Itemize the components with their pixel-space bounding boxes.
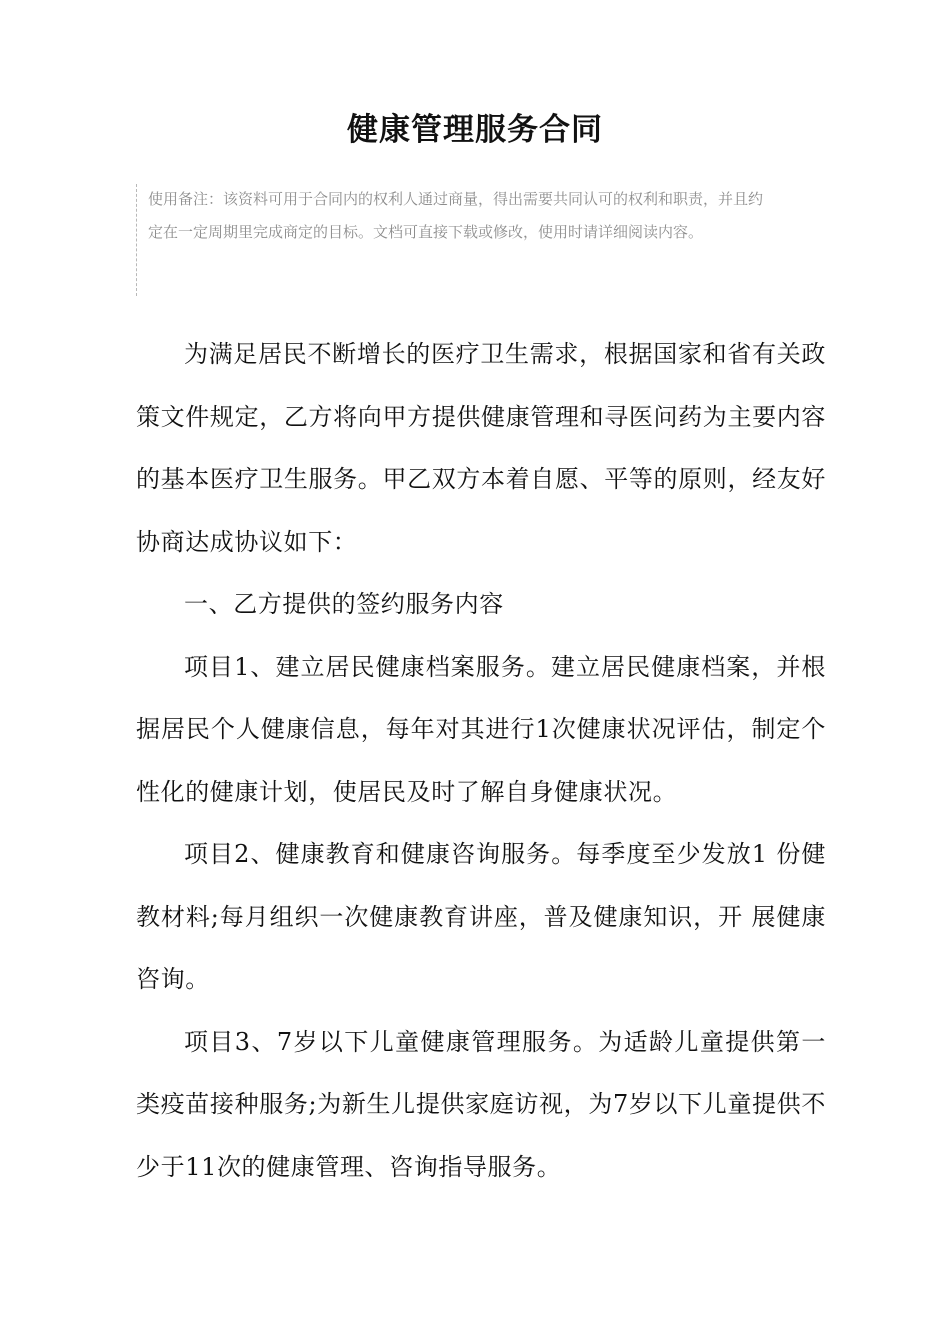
usage-note-text: 使用备注：该资料可用于合同内的权利人通过商量，得出需要共同认可的权利和职责，并且约定在一定周期里完成商定的目标。文档可直接下载或修改，使用时请详细阅读内容。 xyxy=(148,190,764,241)
usage-note xyxy=(136,183,776,249)
section-heading-1: 一、乙方提供的签约服务内容 xyxy=(184,590,504,618)
contract-body xyxy=(136,323,826,1198)
document-title: 健康管理服务合同 xyxy=(347,112,603,148)
paragraph-item-1: 项目1、建立居民健康档案服务。建立居民健康档案，并根据居民个人健康信息，每年对其进行1次健康状况评估，制定个性化的健康计划，使居民及时了解自身健康状况。 xyxy=(136,652,826,806)
paragraph-item-3: 项目3、7岁以下儿童健康管理服务。为适龄儿童提供第一类疫苗接种服务;为新生儿提供家庭访视，为7岁以下儿童提供不少于11次的健康管理、咨询指导服务。 xyxy=(136,1027,826,1181)
paragraph-item-2: 项目2、健康教育和健康咨询服务。每季度至少发放1 份健教材料;每月组织一次健康教育讲座，普及健康知识，开 展健康咨询。 xyxy=(136,840,826,993)
paragraph-intro: 为满足居民不断增长的医疗卫生需求，根据国家和省有关政策文件规定，乙方将向甲方提供健康管理和寻医问药为主要内容的基本医疗卫生服务。甲乙双方本着自愿、平等的原则，经友好协商达成协议如下： xyxy=(136,340,826,556)
